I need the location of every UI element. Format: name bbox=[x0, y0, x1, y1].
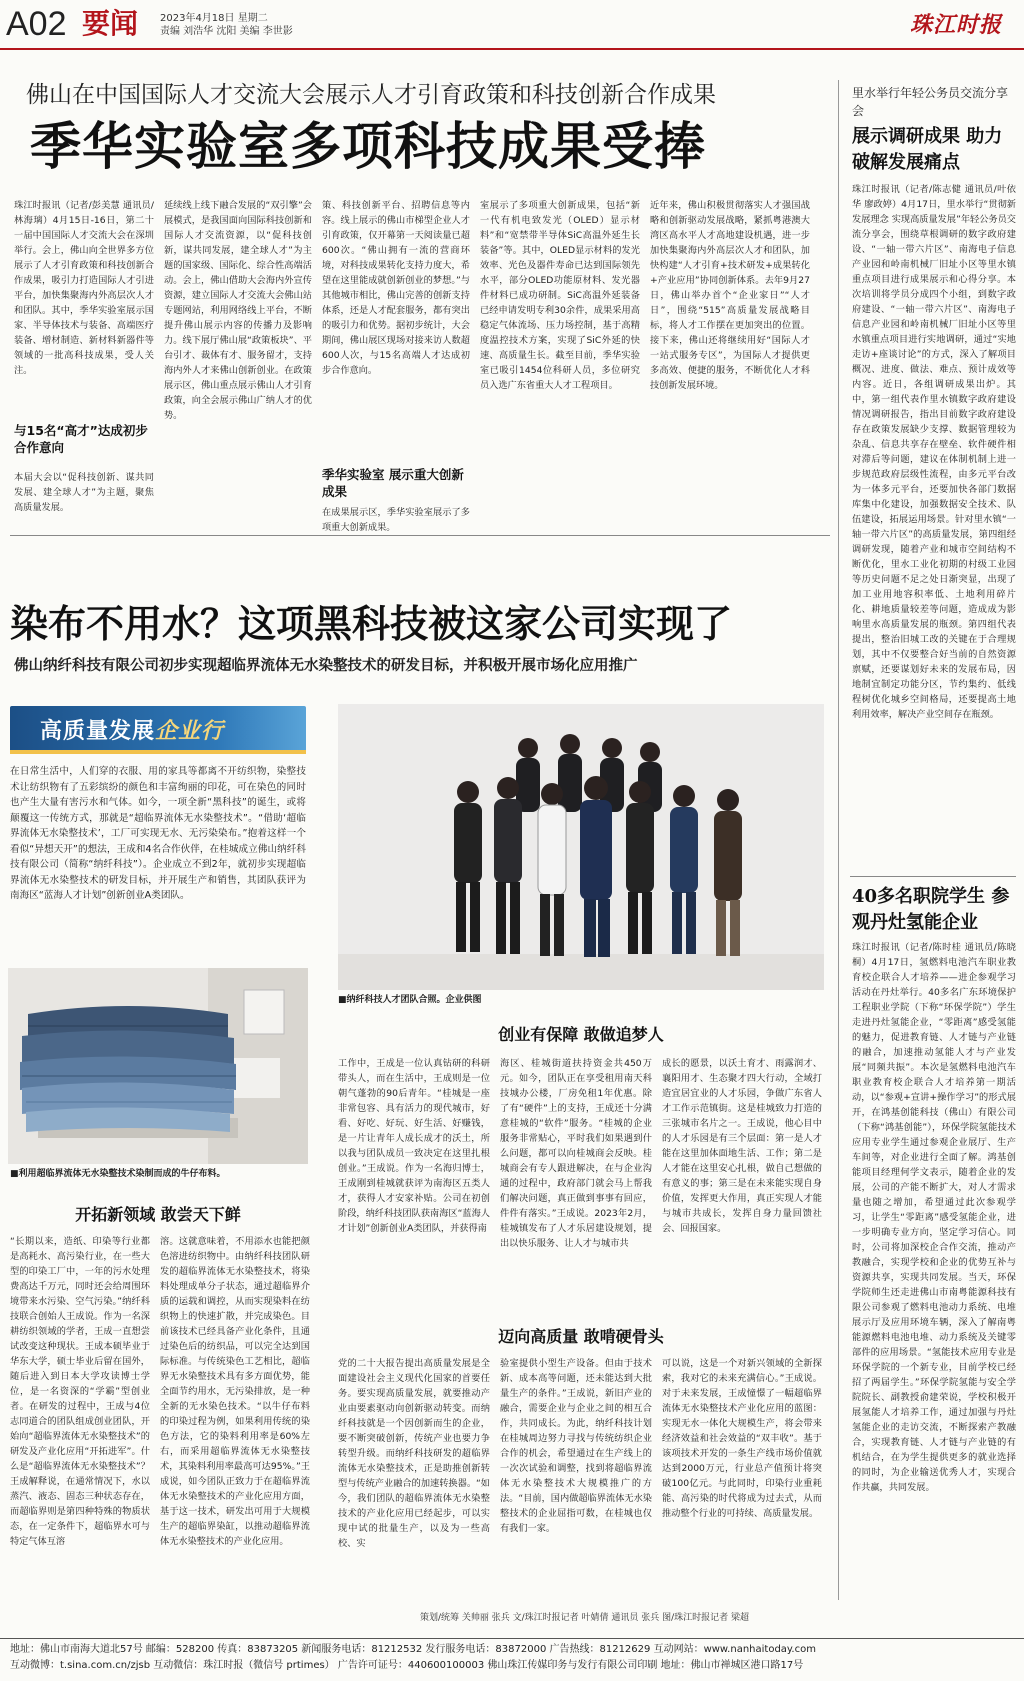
story1-column-2: 延续线上线下融合发展的“双引擎”会展模式，是我国面向国际科技创新和国际人才交流资源，以“促科技创新，谋共同发展，建全球人才”为主题的国家级、国际化、综合性高端活动。会上，佛山借助大会海内外宣传资源，建立国际人才交流大会佛山站专题网站，利用网络线上平台，不断提升佛山展示内容的传播力及影响力。线下展厅佛山展“政策板块”、平台引才、裁体有才、服务留才，支持海内外人才来佛山创新创业。在政策展示区，佛山重点展示佛山人才引育政策，向全会展示佛山广纳人才的优势。 bbox=[164, 200, 312, 421]
sidebar-body-2: 珠江时报讯（记者/陈时桂 通讯员/陈晓桐）4月17日，氢燃料电池汽车职业教育校企联合人才培养——进企参观学习活动在丹灶举行。40多名广东环境保护工程职业学院（下称“环保学院”）学生走进丹灶氢能企业，“零距离”感受氢能的魅力，促进教育链、人才链与产业链的融合，加速推动氢能人才与产业发展“同频共振”。本次是氢燃料电池汽车职业教育校企联合人才培养第一期活动，以“参观+宣讲+操作学习”的形式展开，在鸿基创能科技（佛山）有限公司（下称“鸿基创能”），环保学院氢能技术应用专业学生通过参观企业展厅、生产车间等，对企业进行全面了解。鸿基创能项目经理何学文表示，随着企业的发展，公司的产能不断扩大，对人才需求量也随之增加，希望通过此次参观学习，让学生“零距离”感受氢能企业，进一步明确专业方向，坚定学习信心。同时，公司将加深校企合作交流，推动产教融合，实现学校和企业的优势互补与资源共享，实现共同发展。当天，环保学院师生还走进佛山市南粤能源科技有限公司参观了燃料电池动力系统、电堆展示厅及应用环境车辆，深入了解南粤能源燃料电池电堆、动力系统及关键零部件的应用场景。“氢能技术应用专业是环保学院的一个新专业，目前学校已经招了两届学生。”环保学院氢能与安全学院院长、副教授俞建荣说，学校积极开展氢能人才培养工作，通过加强与丹灶氢能企业的走访交流，不断探索产教融合，实现教育链、人才链与产业链的有机结合，在为学生提供更多的就业选择的同时，为企业输送优秀人才，实现合作共赢，共同发展。 bbox=[852, 942, 1016, 1493]
series-banner-main: 高质量发展 bbox=[40, 718, 156, 744]
story1-subhead-2: 季华实验室 展示重大创新成果 bbox=[322, 467, 464, 499]
team-photo-caption: ■纳纤科技人才团队合照。企业供图 bbox=[338, 995, 482, 1005]
masthead bbox=[0, 0, 1024, 50]
story2-subhead-b: 开拓新领域 敢尝天下鲜 bbox=[75, 1205, 241, 1224]
story2-column-a3: 成长的愿景，以沃土育才、雨露润才、襄阳用才、生态聚才四大行动，全域打造宜居宜业的人才乐园，争做广东省人才工作示范镇街。这是桂城致力打造的三张城市名片之一。王成说，他心目中的人才乐园是有三个层面：第一是人才能在这里加体面地生活、工作；第二是人才能在这里安心扎根，做自己想做的有意义的事；第三是在未来能实现自身价值，发挥更大作用，真正实现人才能与城市共成长，发挥自身力量回馈社会、回报国家。 bbox=[662, 1058, 822, 1234]
issue-date: 2023年4月18日 星期二 bbox=[160, 13, 268, 24]
series-banner-text bbox=[40, 714, 224, 745]
footer bbox=[0, 1638, 1024, 1681]
jeans-photo-illustration bbox=[8, 968, 308, 1164]
sidebar-divider-h bbox=[850, 876, 1016, 877]
story2-subhead-c: 迈向高质量 敢啃硬骨头 bbox=[498, 1327, 664, 1346]
sidebar-body-1: 珠江时报讯（记者/陈志健 通讯员/叶依华 廖政婷）4月17日，里水举行“贯彻新发展理念 实现高质量发展”年轻公务员交流分享会，围绕草根调研的数字政府建设、“一轴一带六片区”、南海电子信息产业园和岭南机械厂旧址小区等里水镇重点项目进行成果展示和心得分享。本次培训将学员分成四个小组，到数字政府建设、“一轴一带六片区”、南海电子信息产业园和岭南机械厂旧址小区等里水镇重点项目进行实地调研，通过“实地走访+座谈讨论”的方式，深入了解项目概况、进度、做法、难点、预计成效等内容。近日，各组调研成果出炉。其中，第一组代表作里水镇数字政府建设情况调研报告，指出目前数字政府建设存在政策发展缺少支撑、数据管理较为杂乱、信息共享存在壁垒、软件硬件相对滞后等问题，建议在体制机制上进一步规范政府层级性流程，由多元平台改为一体多元平台，还要加快各部门数据库集中化建设，加强数据安全技术、队伍建设，拓展运用场景。针对里水镇“一轴一带六片区”的高质量发展，第四组经调研发现，随着产业和城市空间结构不断优化，里水工业化初期的村级工业园等历史问题不足之处日渐突显，出现了加工业用地容积率低、土地利用碎片化、耕地质量较差等问题，造成成为影响里水高质量发展的瓶颈。第四组代表提出，整治旧城工改的关键在于合理规划，其中不仅要整合好当前的自然资源禀赋，还要谋划好未来的发展布局，因地制宜制定功能分区，节约集约、低线程树优化城乡空间格局，还要提高土地利用效率，解决产业空间存在瓶颈。 bbox=[852, 184, 1016, 720]
page-number: A02 bbox=[6, 5, 67, 43]
story2-column-a2: 海区、桂城街道扶持资金共450万元。如今，团队正在享受租用南天科技城办公楼，厂房免租1年优惠。除了有“硬件”上的支持，王成还十分满意桂城的“软件”服务。“桂城的企业服务非常贴心，平时我们如果遇到什么问题，都可以向桂城商会反映。桂城商会有专人跟进解决，在与企业沟通的过程中，政府部门就会马上帮我们解决问题，真正做到事事有回应，件件有落实。”王成说。2023年2月，桂城镇发布了人才乐居建设规划，提出以快乐服务、让人才与城市共 bbox=[500, 1058, 652, 1249]
story2-column-c3: 可以说，这是一个对新兴领域的全新探索，我对它的未来充满信心。”王成说。对于未来发展，王成憧憬了一幅超临界流体无水染整技术产业化应用的蓝图：实现无水一体化大规模生产，将会带来经济效益和社会效益的“双丰收”。基于该项技术开发的一条生产线市场价值就达到2000万元，行业总产值预计将突破100亿元。与此同时，印染行业重耗能、高污染的时代将成为过去式，从而推动整个行业的可持续、高质量发展。 bbox=[662, 1358, 822, 1519]
issue-editors: 责编 刘浩华 沈阳 美编 李世影 bbox=[160, 26, 293, 37]
story2-column-b1: “长期以来，造纸、印染等行业都是高耗水、高污染行业，在一些大型的印染工厂中，一年的污水处理费高达千万元，同时还会给周围环境带来水污染、空气污染。”纳纤科技联合创始人王成说。作为一名深耕纺织领域的学者，王成一直想尝试改变这种现状。王成本硕毕业于华东大学，硕士毕业后留在国外，随后进入到日本大学攻读博士学位，是一名资深的“学霸”型创业者。在研发的过程中，王成与4位志同道合的团队组成创业团队，开始向“超临界流体无水染整技术”的研发及产业化应用“开拓进军”。什么是“超临界流体无水染整技术”？王成解释说，在通常情况下，水以蒸汽、液态、固态三种状态存在，而超临界则是第四种特殊的物质状态，在一定条件下，超临界水可与特定气体互溶 bbox=[10, 1236, 150, 1547]
series-banner bbox=[10, 706, 306, 754]
story1-column-1: 珠江时报讯（记者/彭美慧 通讯员/林海璃）4月15日-16日，第二十一届中国国际人才交流大会在深圳举行。会上，佛山向全世界多方位展示了人才引育政策和科技创新合作成果，吸引力打造国际人才引进平台，加快集聚海内外高层次人才和团队。其中，季华实验室展示国家、半导体技术与装备、高端医疗装备、增材制造、新材料新器件等领域的一批高科技成果，受人关注。 bbox=[14, 200, 154, 376]
sidebar-kicker: 里水举行年轻公务员交流分享会 bbox=[852, 86, 1009, 118]
story1-kicker: 佛山在中国国际人才交流大会展示人才引育政策和科技创新合作成果 bbox=[26, 82, 716, 108]
story1-column-5: 近年来，佛山积极贯彻落实人才强国战略和创新驱动发展战略，紧抓粤港澳大湾区高水平人才高地建设机遇，进一步加快集聚海内外高层次人才和团队，加快构建“人才引育+技术研发+成果转化+产业应用”协同创新体系。去年9月27日，佛山举办首个“企业家日”“人才日”，围绕“515”高质量发展战略目标，将人才工作摆在更加突出的位置。接下来，佛山还将继续用好“国际人才一站式服务专区”，为国际人才提供更多高效、便捷的服务，不断优化人才科技创新发展环境。 bbox=[650, 200, 810, 391]
story-divider bbox=[10, 535, 830, 536]
sidebar-headline-2: 40多名职院学生 参观丹灶氢能企业 bbox=[852, 886, 1010, 933]
series-banner-accent: 企业行 bbox=[155, 718, 225, 744]
story2-deck: 佛山纳纤科技有限公司初步实现超临界流体无水染整技术的研发目标，并积极开展市场化应用推广 bbox=[14, 658, 638, 674]
story2-intro: 在日常生活中，人们穿的衣服、用的家具等都离不开纺织物，染整技术让纺织物有了五彩缤纷的颜色和丰富绚丽的印花，可在染色的同时也产生大量有害污水和气体。如今，一项全新“黑科技”的诞生，或将颠覆这一传统方式，那就是“超临界流体无水染整技术”。“借助‘超临界流体无水染整技术’，工厂可实现无水、无污染染布。”抱着这样一个看似“异想天开”的想法，王成和4名合作伙伴，在桂城成立佛山纳纤科技有限公司（简称“纳纤科技”）。企业成立不到2年，就初步实现超临界流体无水染整技术的研发目标，并开展生产和销售，其团队获评为南海区“蓝海人才计划”创新创业A类团队。 bbox=[10, 766, 306, 901]
story2-headline: 染布不用水？这项黑科技被这家公司实现了 bbox=[10, 602, 733, 646]
story1-column-1b: 本届大会以“促科技创新、谋共同发展、建全球人才”为主题，聚焦高质量发展。 bbox=[14, 472, 154, 513]
jeans-photo-caption: ■利用超临界流体无水染整技术染制而成的牛仔布料。 bbox=[10, 1169, 226, 1179]
section-label: 要闻 bbox=[82, 7, 139, 40]
sidebar-headline-1: 展示调研成果 助力破解发展痛点 bbox=[852, 126, 1003, 173]
brand-logo: 珠江时报 bbox=[909, 12, 1002, 38]
footer-line-2: 互动微博：t.sina.com.cn/zjsb 互动微信：珠江时报（微信号 prtimes） 广告许可证号：440600100003 佛山珠江传媒印务与发行有限公司印刷 地址：佛山市禅城区港口路17号 bbox=[10, 1660, 804, 1671]
footer-line-1: 地址：佛山市南海大道北57号 邮编：528200 传真：83873205 新闻服务电话：81212532 发行服务电话：83872000 广告热线：81212629 互动网站：www.nanhaitoday.com bbox=[10, 1644, 816, 1655]
banner-stripe bbox=[10, 750, 306, 754]
story2-column-c1: 党的二十大报告提出高质量发展是全面建设社会主义现代化国家的首要任务。要实现高质量发展，就要推动产业由要素驱动向创新驱动转变。而纳纤科技就是一个因创新而生的企业，要不断突破创新，传统产业也要力争转型升级。而纳纤科技研发的超临界流体无水染整技术，正是助推创新转型与传统产业融合的加速转换器。“如今，我们团队的超临界流体无水染整技术的产业化应用已经起步，可以实现中试的批量生产，以及为一些高校、实 bbox=[338, 1358, 490, 1549]
story1-column-3b: 在成果展示区，季华实验室展示了多项重大创新成果。 bbox=[322, 507, 470, 533]
story1-headline: 季华实验室多项科技成果受捧 bbox=[30, 117, 707, 177]
story1-subhead-1: 与15名“高才”达成初步合作意向 bbox=[14, 423, 148, 455]
story2-subhead-a: 创业有保障 敢做追梦人 bbox=[498, 1025, 664, 1044]
jeans-photo bbox=[8, 968, 308, 1164]
story1-column-3: 策、科技创新平台、招聘信息等内容。线上展示的佛山市梯型企业人才引育政策，仅开幕第一天阅读量已超600次。“佛山拥有一流的营商环境，对科技成果转化支持力度大，希望在这里能成就创新创业的梦想。”与其他城市相比，佛山完善的创新支持体系，还是人才配套服务，都有突出的吸引力和优势。据初步统计，大会期间，佛山展区现场对接来访人数超600人次，与15名高端人才达成初步合作意向。 bbox=[322, 200, 470, 376]
story2-column-b2: 溶。这就意味着，不用添水也能把颜色溶进纺织物中。由纳纤科技团队研发的超临界流体无水染整技术，将染料处理成单分子状态，通过超临界介质的运载和调控，从而实现染料在纺织物上的快速扩散，并完成染色。目前该技术已经具备产业化条件，且通过染色后的纺织品，可以完全达到国际标准。与传统染色工艺相比，超临界无水染整技术具有多方面优势，能全面节约用水，无污染排放，是一种全新的无水染色技术。“以牛仔布料的印染过程为例，如果利用传统的染色方法，它的染料利用率是60%左右，而采用超临界流体无水染整技术，其染料利用率最高可达95%。”王成说，如今团队正致力于在超临界流体无水染整技术的产业化应用方面，基于这一技术，研发出可用于大规模生产的超临界染缸，以推动超临界流体无水染整技术的产业化应用。 bbox=[160, 1236, 310, 1547]
story2-column-a1: 工作中，王成是一位认真钻研的科研带头人，而在生活中，王成则是一位朝气蓬勃的90后青年。“桂城是一座非常包容、具有活力的现代城市，好看、好吃、好玩、好生活、好赚钱，是一片让青年人成长成才的沃土，所以我与团队成员一致决定在这里扎根创业。”王成说。作为一名海归博士，王成刚到桂城就获评为南海区五类人才，获得人才安家补贴。公司在初创阶段，纳纤科技团队获南海区“蓝海人才计划”创新创业A类团队，并获得南 bbox=[338, 1058, 490, 1234]
story2-credits: 策划/统筹 关帅丽 张兵 文/珠江时报记者 叶婧倩 通讯员 张兵 图/珠江时报记者 梁超 bbox=[420, 1613, 749, 1623]
sidebar-divider bbox=[838, 80, 839, 1600]
issue-info bbox=[160, 12, 293, 38]
story2-column-c2: 验室提供小型生产设备。但由于技术新、成本高等问题，还未能达到大批量生产的条件。”王成说，新旧产业的融合，需要企业与企业之间的相互合作，共同成长。为此，纳纤科技计划在桂城周边努力寻找与传统纺织企业合作的机会，希望通过在生产线上的一次次试验和调整，找到将超临界流体无水染整技术大规模推广的方法。“目前，国内做超临界流体无水染整技术的企业屈指可数，在桂城也仅有我们一家。 bbox=[500, 1358, 652, 1534]
team-photo bbox=[338, 704, 824, 990]
team-photo-illustration bbox=[338, 704, 824, 990]
story1-column-4: 室展示了多项重大创新成果，包括“新一代有机电致发光（OLED）显示材料”和“宽禁带半导体SiC高温外延生长装备”等。其中，OLED显示材料的发光效率、光色及器件寿命已达到国际领先水平，部分OLED功能原材料、发光器件材料已成功研制。SiC高温外延装备已经申请发明专利30余件，成果采用高稳定气体流场、压力场控制，基于高精度温控技术方案，实现了SiC外延的快速、高质量生长。截至目前，季华实验室已吸引1454位科研人员，多位研究员入选广东省重大人才工程项目。 bbox=[480, 200, 640, 391]
